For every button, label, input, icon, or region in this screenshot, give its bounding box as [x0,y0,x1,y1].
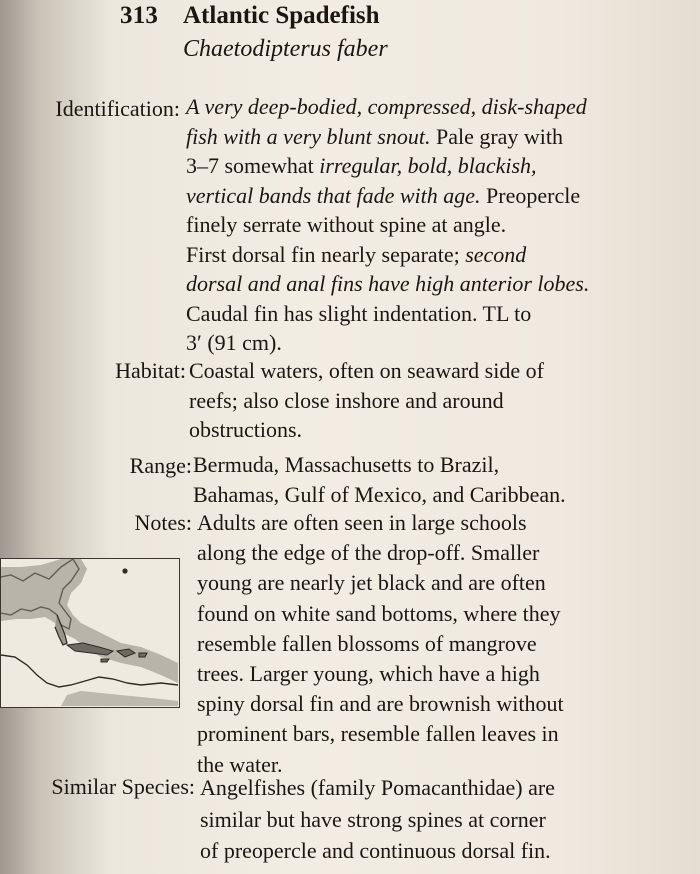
identification-text [186,92,676,358]
range-map-drawing [1,559,178,706]
notes-line: found on white sand bottoms, where they [197,600,561,626]
habitat-label: Habitat: [115,358,186,383]
identification-line [186,92,676,122]
identification-run: A very deep-bodied, compressed, disk-shaped [186,94,587,119]
range-text [193,450,683,509]
identification-run: 3′ (91 cm). [186,330,282,355]
identification-line [186,240,676,270]
identification-run: 3–7 somewhat [186,153,320,178]
identification-line [186,328,676,358]
identification-run: Caudal fin has slight indentation. TL to [186,300,532,326]
notes-line: resemble fallen blossoms of mangrove [197,630,537,656]
identification-run: irregular, bold, blackish, [319,153,537,178]
notes-line: prominent bars, resemble fallen leaves in [197,721,559,747]
habitat-line: obstructions. [189,417,303,442]
notes-text [197,508,687,780]
map-jamaica [101,659,109,662]
notes-line: young are nearly jet black and are often [197,570,546,596]
identification-line [186,181,676,211]
scientific-name: Chaetodipterus faber [183,36,388,62]
species-number: 313 [120,2,159,29]
identification-run: Preopercle [480,182,581,208]
similar-species-label: Similar Species: [51,774,195,799]
identification-line [186,269,676,299]
identification-line [186,299,676,329]
notes-line: trees. Larger young, which have a high [197,661,540,687]
notes-line: the water. [197,751,283,777]
identification-run: fish with a very blunt snout. [186,123,431,149]
identification-label: Identification: [55,96,180,121]
map-range-shading [1,559,178,683]
identification-run: vertical bands that fade with age. [186,182,481,208]
notes-line: spiny dorsal fin and are brownish without [197,691,564,717]
notes-label: Notes: [134,510,192,535]
common-name: Atlantic Spadefish [183,2,380,29]
range-line: Bahamas, Gulf of Mexico, and Caribbean. [193,481,566,507]
map-bermuda [122,568,127,573]
notes-line: along the edge of the drop-off. Smaller [197,540,540,566]
habitat-line: reefs; also close inshore and around [189,387,504,413]
similar-species-text [200,772,690,867]
map-puerto-rico [139,653,147,657]
range-line: Bermuda, Massachusetts to Brazil, [193,452,500,477]
similar-species-line: of preopercle and continuous dorsal fin. [200,838,551,863]
habitat-line: Coastal waters, often on seaward side of [189,358,544,383]
identification-run: finely serrate without spine at angle. [186,212,507,237]
identification-run: dorsal and anal fins have high anterior lobes. [186,271,590,296]
identification-line [186,122,676,152]
identification-line [186,210,676,240]
range-label: Range: [129,453,192,478]
identification-run: Pale gray with [430,123,564,149]
similar-species-line: similar but have strong spines at corner [200,806,546,832]
identification-line [186,151,676,181]
notes-line: Adults are often seen in large schools [197,510,527,535]
similar-species-line: Angelfishes (family Pomacanthidae) are [200,775,555,800]
range-map [0,558,180,708]
identification-run: second [465,241,527,267]
map-south-america [61,691,178,706]
identification-run: First dorsal fin nearly separate; [186,241,466,267]
habitat-text [189,356,679,445]
